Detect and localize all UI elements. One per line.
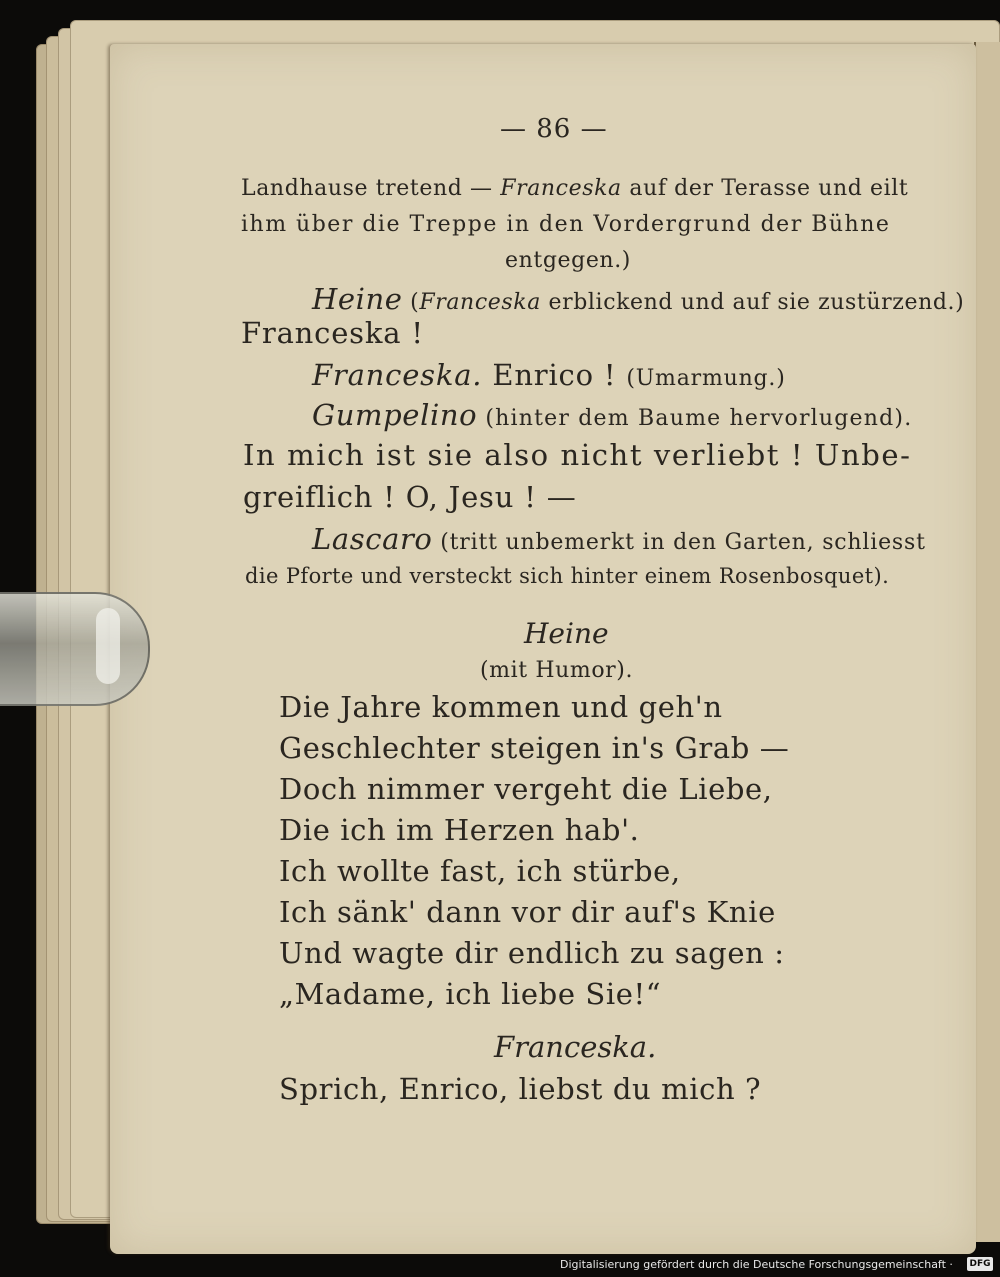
page-number: — 86 — — [500, 114, 608, 144]
verse-line: Ich sänk' dann vor dir auf's Knie — [279, 895, 776, 929]
digitization-credit: Digitalisierung gefördert durch die Deutsche Forschungsgemeinschaft · — [560, 1258, 953, 1271]
facing-page-edge — [974, 42, 1000, 1242]
verse-line: Die ich im Herzen hab'. — [279, 813, 640, 847]
stage-direction-line: Landhause tretend — Franceska auf der Terasse und eilt — [241, 176, 909, 201]
speaker-line: Heine (Franceska erblickend und auf sie zustürzend.) — [312, 282, 965, 316]
verse-line: Die Jahre kommen und geh'n — [279, 690, 723, 724]
verse-line: Ich wollte fast, ich stürbe, — [279, 854, 681, 888]
verse-line: „Madame, ich liebe Sie!“ — [279, 977, 662, 1011]
stage-direction-line: ihm über die Treppe in den Vordergrund der Bühne — [241, 212, 891, 237]
verse-line: Sprich, Enrico, liebst du mich ? — [279, 1072, 762, 1106]
speaker-line: Lascaro (tritt unbemerkt in den Garten, schliesst — [312, 522, 926, 556]
speaker-heading: Heine — [524, 617, 609, 650]
dialogue-line: In mich ist sie also nicht verliebt ! Unbe- — [243, 438, 912, 472]
dfg-logo: DFG — [967, 1257, 993, 1271]
verse-line: Und wagte dir endlich zu sagen : — [279, 936, 785, 970]
stage-direction-line: die Pforte und versteckt sich hinter einem Rosenbosquet). — [245, 564, 890, 588]
speaker-heading: Franceska. — [494, 1030, 657, 1064]
verse-line: Doch nimmer vergeht die Liebe, — [279, 772, 773, 806]
dialogue-line: Franceska ! — [241, 316, 424, 350]
speaker-line: Franceska. Enrico ! (Umarmung.) — [312, 358, 786, 392]
stage-direction: (mit Humor). — [480, 658, 634, 683]
dialogue-line: greiflich ! O, Jesu ! — — [243, 480, 577, 514]
stage-direction-line: entgegen.) — [505, 248, 631, 273]
speaker-line: Gumpelino (hinter dem Baume hervorlugend). — [312, 398, 913, 432]
book-clamp — [0, 592, 150, 706]
clamp-highlight — [96, 608, 120, 684]
verse-line: Geschlechter steigen in's Grab — — [279, 731, 790, 765]
